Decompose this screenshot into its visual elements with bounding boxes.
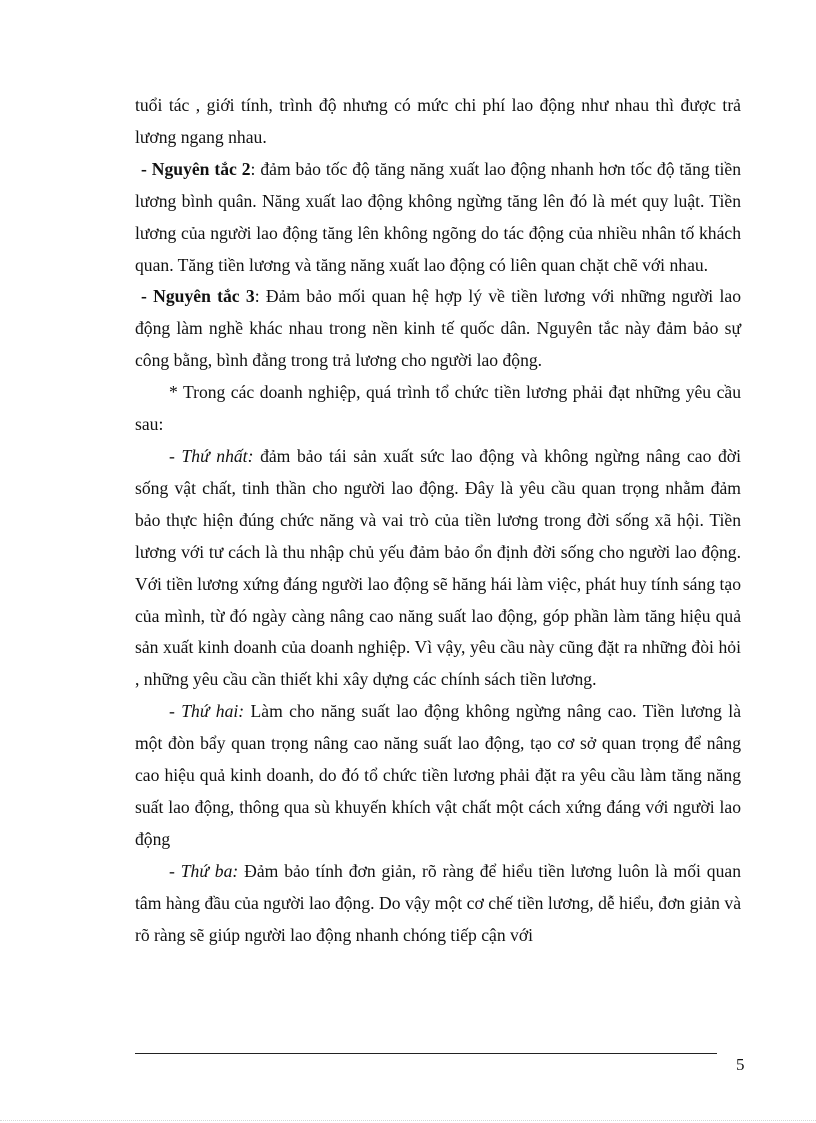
paragraph-lead: - xyxy=(169,860,181,881)
paragraph-lead: - xyxy=(141,158,152,179)
paragraph-text: * Trong các doanh nghiệp, quá trình tổ chức tiền lương phải đạt những yêu cầu sau: xyxy=(135,382,741,435)
page-bottom-border xyxy=(0,1120,816,1121)
paragraph-requirement-1 xyxy=(135,441,741,696)
paragraph-requirement-2 xyxy=(135,696,741,856)
requirement-label: Thứ hai: xyxy=(181,701,245,722)
paragraph-requirement-3 xyxy=(135,856,741,952)
paragraph-text: Làm cho năng suất lao động không ngừng nâng cao. Tiền lương là một đòn bẩy quan trọng nâng cao năng suất lao động, tạo cơ sở quan trọng để nâng cao hiệu quả kinh doanh, do đó tổ chức tiền lương phải đặt ra yêu cầu làm tăng năng suất lao động, thông qua sù khuyến khích vật chất một cách xứng đáng với người lao động xyxy=(135,701,742,849)
page-number: 5 xyxy=(736,1055,745,1074)
paragraph-continuation xyxy=(135,90,741,154)
paragraph-text: đảm bảo tái sản xuất sức lao động và không ngừng nâng cao đời sống vật chất, tinh thần cho người lao động. Đây là yêu cầu quan trọng nhằm đảm bảo thực hiện đúng chức năng và vai trò của tiền lương trong đời sống xã hội. Tiền lương với tư cách là thu nhập chủ yếu đảm bảo ổn định đời sống cho người lao động. Với tiền lương xứng đáng người lao động sẽ hăng hái làm việc, phát huy tính sáng tạo của mình, từ đó ngày càng nâng cao năng suất lao động, góp phần làm tăng hiệu quả sản xuất kinh doanh của doanh nghiệp. Vì vậy, yêu cầu này cũng đặt ra những đòi hỏi , những yêu cầu cần thiết khi xây dựng các chính sách tiền lương. xyxy=(135,445,741,690)
paragraph-text: Đảm bảo tính đơn giản, rõ ràng để hiểu tiền lương luôn là mối quan tâm hàng đầu của người lao động. Do vậy một cơ chế tiền lương, dễ hiểu, đơn giản và rõ ràng sẽ giúp người lao động nhanh chóng tiếp cận với xyxy=(135,860,741,945)
paragraph-lead: - xyxy=(141,286,154,307)
requirement-label: Thứ nhất: xyxy=(181,445,254,466)
requirement-label: Thứ ba: xyxy=(180,860,239,881)
footer-rule xyxy=(135,1053,717,1054)
page-body xyxy=(135,90,741,951)
paragraph-principle-2 xyxy=(135,154,741,282)
paragraph-text: : Đảm bảo mối quan hệ hợp lý về tiền lương với những người lao động làm nghề khác nhau trong nền kinh tế quốc dân. Nguyên tắc này đảm bảo sự công bằng, bình đẳng trong trả lương cho người lao động. xyxy=(135,286,741,371)
paragraph-lead: - xyxy=(169,701,182,722)
paragraph-lead: - xyxy=(169,445,182,466)
paragraph-principle-3 xyxy=(135,281,741,377)
principle-label: Nguyên tắc 3 xyxy=(153,286,255,307)
paragraph-requirements-intro xyxy=(135,377,741,441)
principle-label: Nguyên tắc 2 xyxy=(151,158,251,179)
paragraph-text: tuổi tác , giới tính, trình độ nhưng có mức chi phí lao động như nhau thì được trả lương ngang nhau. xyxy=(135,95,741,147)
paragraph-text: : đảm bảo tốc độ tăng năng xuất lao động nhanh hơn tốc độ tăng tiền lương bình quân. Năng xuất lao động không ngừng tăng lên đó là mét quy luật. Tiền lương của người lao động tăng lên không ngõng do tác động của nhiều nhân tố khách quan. Tăng tiền lương và tăng năng xuất lao động có liên quan chặt chẽ với nhau. xyxy=(135,158,741,275)
